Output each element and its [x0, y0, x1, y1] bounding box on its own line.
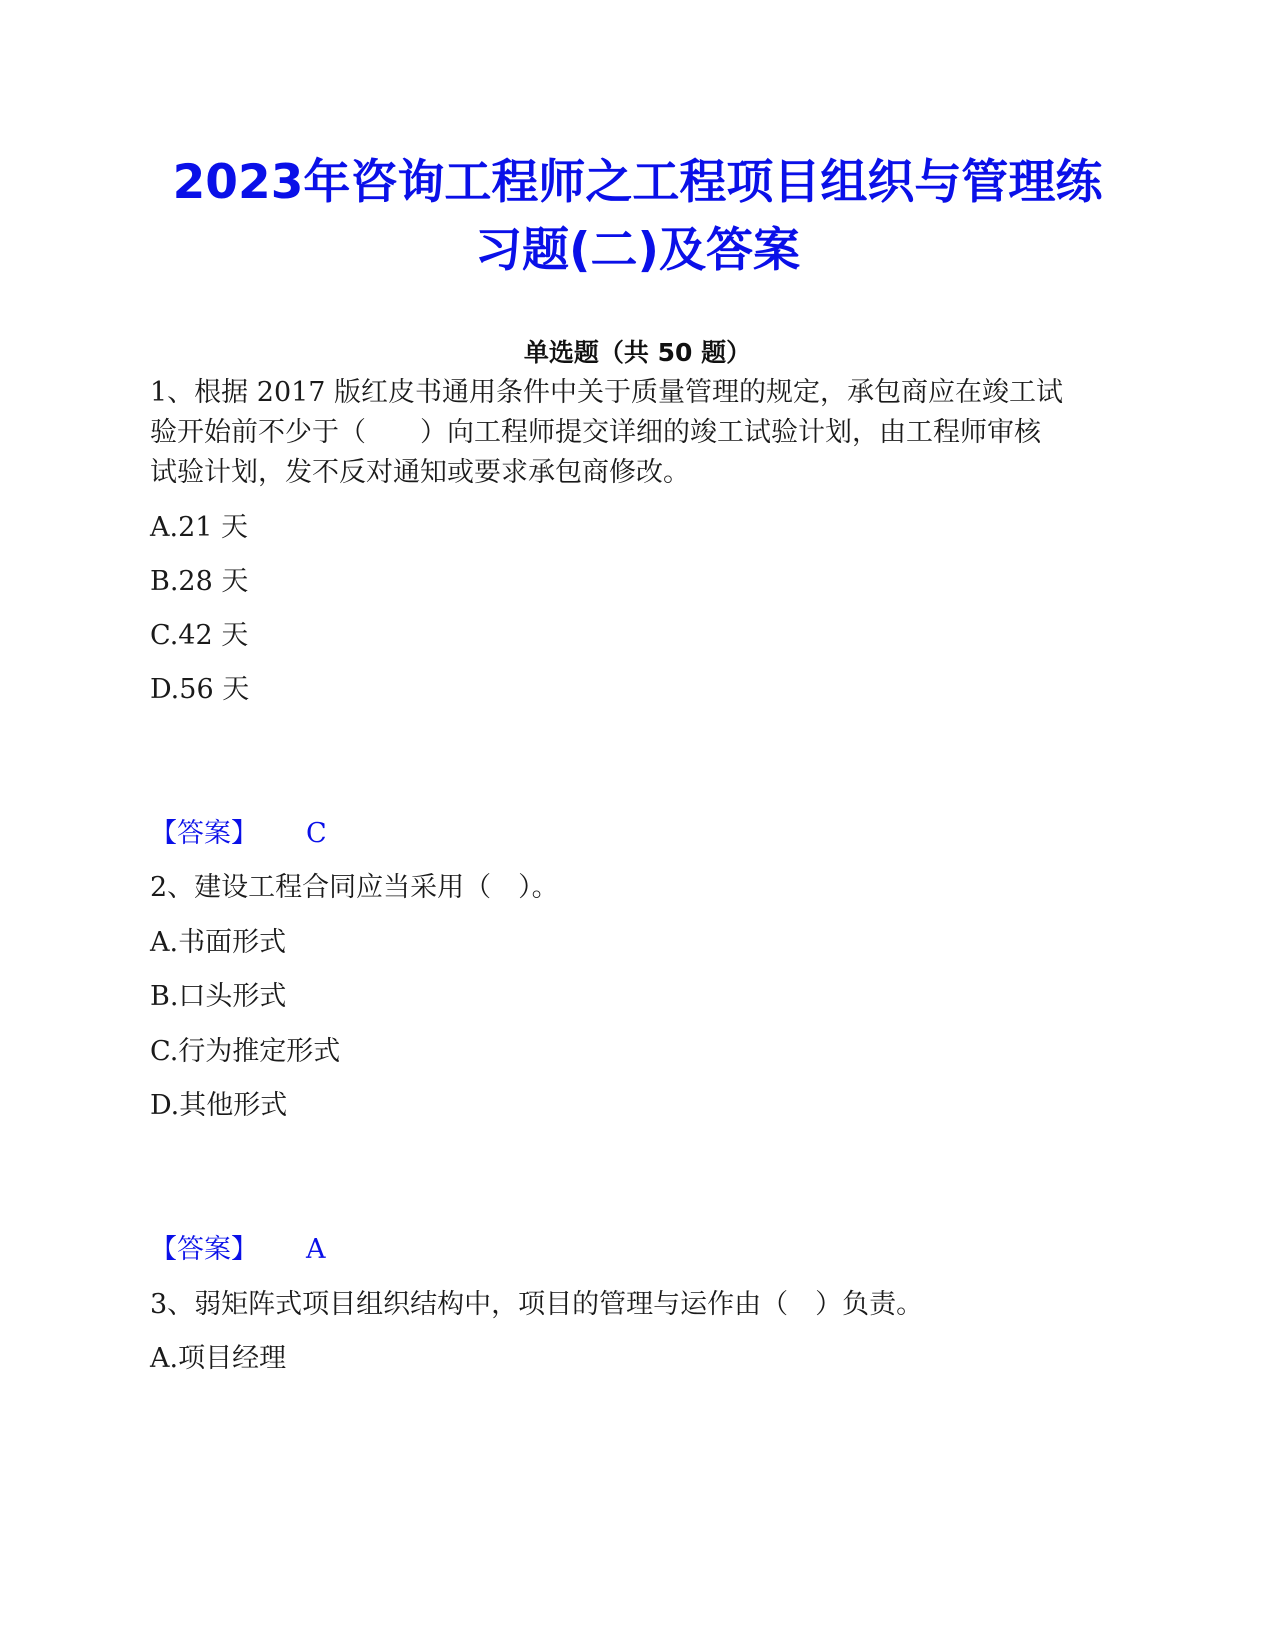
question-3-option-a: A.项目经理 — [150, 1343, 287, 1374]
question-1-answer — [150, 816, 327, 852]
answer-value: C — [306, 818, 327, 849]
question-1-stem-line-3: 试验计划，发不反对通知或要求承包商修改。 — [150, 457, 690, 488]
question-2-option-b: B.口头形式 — [150, 981, 287, 1012]
question-1-option-b: B.28 天 — [150, 566, 249, 597]
question-1-option-c: C.42 天 — [150, 620, 249, 651]
question-2-option-c: C.行为推定形式 — [150, 1036, 341, 1067]
answer-value: A — [306, 1234, 326, 1265]
answer-label: 【答案】 — [150, 818, 258, 849]
question-1-option-d: D.56 天 — [150, 674, 250, 705]
question-2-answer — [150, 1232, 326, 1268]
question-3-stem-line-1: 3、弱矩阵式项目组织结构中，项目的管理与运作由（ ）负责。 — [150, 1289, 924, 1320]
question-2-option-d: D.其他形式 — [150, 1090, 288, 1121]
question-2-stem-line-1: 2、建设工程合同应当采用（ ）。 — [150, 872, 559, 903]
question-1-stem-line-1: 1、根据 2017 版红皮书通用条件中关于质量管理的规定，承包商应在竣工试 — [150, 377, 1064, 408]
document-title-line-1: 2023年咨询工程师之工程项目组织与管理练 — [172, 155, 1103, 210]
question-1-option-a: A.21 天 — [150, 512, 249, 543]
answer-label: 【答案】 — [150, 1234, 258, 1265]
section-heading: 单选题（共 50 题） — [523, 338, 752, 367]
question-1-stem-line-2: 验开始前不少于（ ）向工程师提交详细的竣工试验计划，由工程师审核 — [150, 417, 1041, 448]
question-2-option-a: A.书面形式 — [150, 927, 287, 958]
document-title-line-2: 习题(二)及答案 — [475, 223, 800, 278]
